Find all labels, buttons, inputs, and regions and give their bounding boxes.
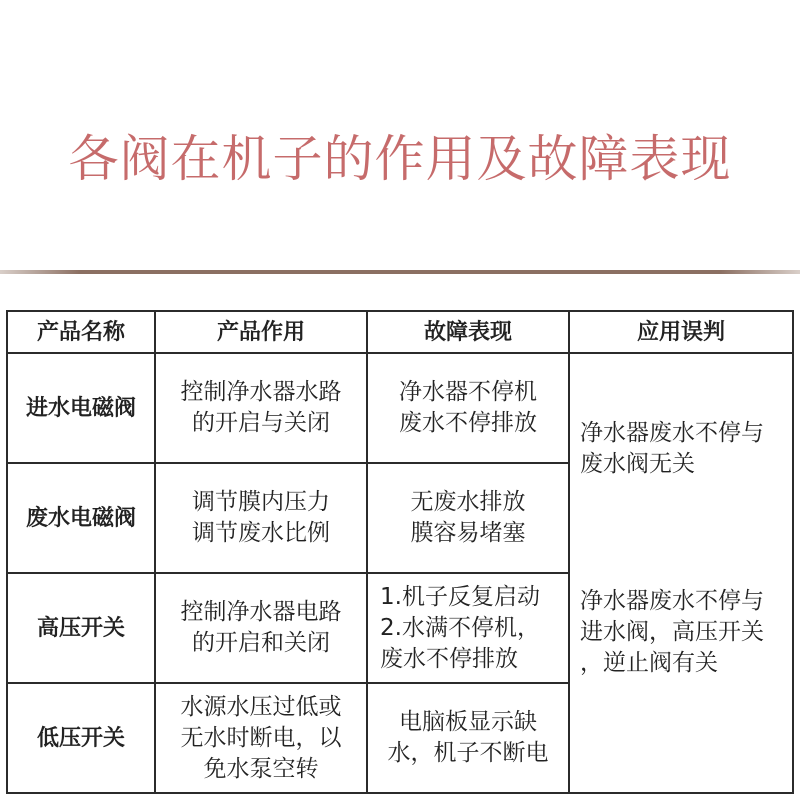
header-fault-symptom: 故障表现 bbox=[367, 311, 569, 353]
cell-line: 无废水排放 bbox=[410, 489, 526, 515]
cell-line: 废水阀无关 bbox=[580, 451, 695, 477]
fault-cell bbox=[367, 683, 569, 793]
misjudgment-cell bbox=[569, 353, 793, 793]
cell-line: 的开启和关闭 bbox=[192, 630, 330, 656]
product-name-cell: 废水电磁阀 bbox=[7, 463, 155, 573]
product-name-cell: 低压开关 bbox=[7, 683, 155, 793]
cell-line: 净水器废水不停与 bbox=[580, 588, 764, 614]
cell-line: 电脑板显示缺 bbox=[399, 709, 537, 735]
cell-line: 膜容易堵塞 bbox=[410, 520, 526, 546]
product-function-cell bbox=[155, 463, 367, 573]
cell-line: 调节膜内压力 bbox=[192, 489, 330, 515]
page-title: 各阀在机子的作用及故障表现 bbox=[68, 130, 732, 188]
table-row bbox=[7, 353, 793, 463]
cell-line: 水，机子不断电 bbox=[387, 740, 549, 766]
misjudgment-note-inlet-valve bbox=[580, 586, 788, 679]
title-divider bbox=[0, 270, 800, 274]
cell-line: 1.机子反复启动 bbox=[380, 583, 540, 610]
product-name-cell: 高压开关 bbox=[7, 573, 155, 683]
product-function-cell bbox=[155, 353, 367, 463]
fault-cell bbox=[367, 463, 569, 573]
table-header-row bbox=[7, 311, 793, 353]
fault-cell bbox=[367, 573, 569, 683]
header-misjudgment: 应用误判 bbox=[569, 311, 793, 353]
cell-line: 调节废水比例 bbox=[192, 520, 330, 546]
cell-line: 的开启与关闭 bbox=[192, 410, 330, 436]
cell-line: 控制净水器水路 bbox=[180, 379, 342, 405]
product-name-cell: 进水电磁阀 bbox=[7, 353, 155, 463]
cell-line: 废水不停排放 bbox=[380, 645, 518, 672]
fault-cell bbox=[367, 353, 569, 463]
cell-line: 水源水压过低或 bbox=[180, 693, 342, 720]
header-product-function: 产品作用 bbox=[155, 311, 367, 353]
cell-line: 免水泵空转 bbox=[203, 755, 319, 782]
product-function-cell bbox=[155, 683, 367, 793]
product-function-cell bbox=[155, 573, 367, 683]
cell-line: 2.水满不停机， bbox=[380, 614, 540, 641]
cell-line: 进水阀，高压开关 bbox=[580, 619, 764, 645]
cell-line: 废水不停排放 bbox=[399, 410, 537, 436]
valve-table bbox=[6, 310, 794, 794]
cell-line: ，逆止阀有关 bbox=[580, 650, 718, 676]
cell-line: 控制净水器电路 bbox=[180, 599, 342, 625]
misjudgment-note-waste-valve bbox=[580, 418, 788, 480]
cell-line: 净水器废水不停与 bbox=[580, 420, 764, 446]
cell-line: 净水器不停机 bbox=[399, 379, 537, 405]
header-product-name: 产品名称 bbox=[7, 311, 155, 353]
cell-line: 无水时断电，以 bbox=[180, 724, 342, 751]
